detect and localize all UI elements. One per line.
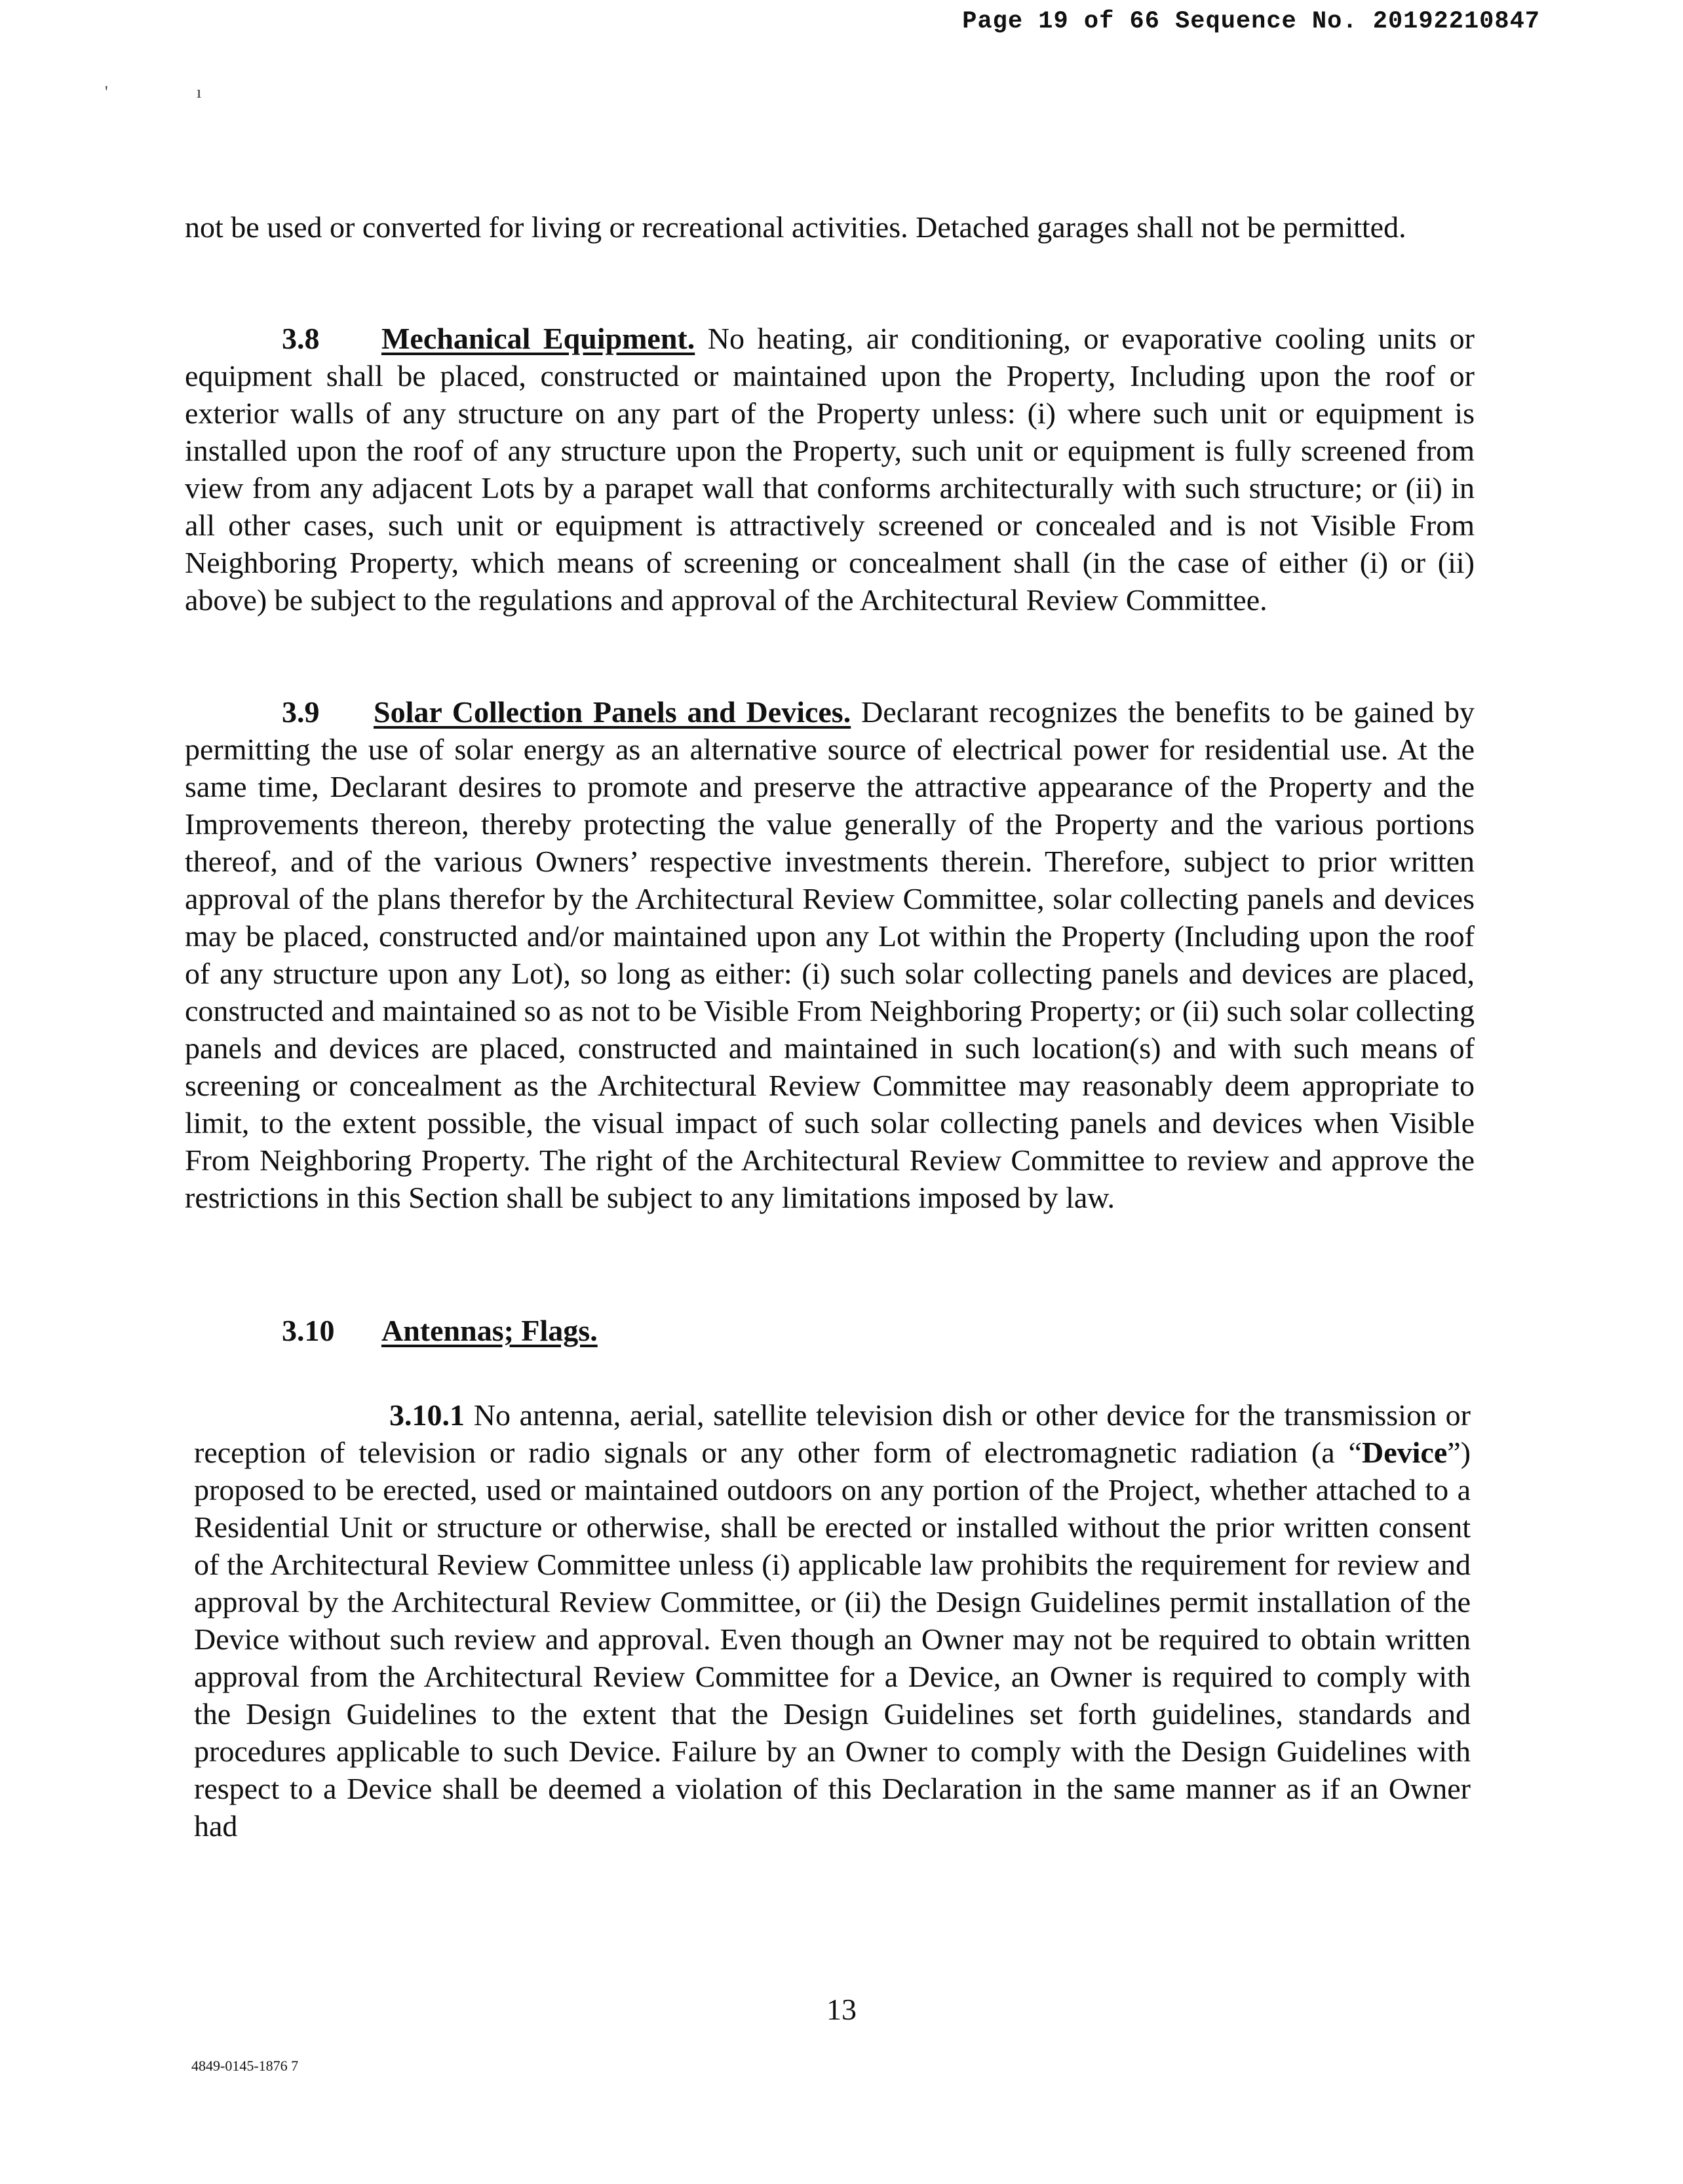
section-body: Declarant recognizes the benefits to be gained by permitting the use of solar energy as an alternative source of electrical power for residential use. At the same time, Declarant desires to promote and preserve the attractive appearance of the Property and the Improvements thereon, thereby protecting the value generally of the Property and the various portions thereof, and of the various Owners’ respective investments therein. Therefore, subject to prior written approval of the plans therefor by the Architectural Review Committee, solar collecting panels and devices may be placed, constructed and/or maintained upon any Lot within the Property (Including upon the roof of any structure upon any Lot), so long as either: (i) such solar collecting panels and devices are placed, constructed and maintained so as not to be Visible From Neighboring Property; or (ii) such solar collecting panels and devices are placed, constructed and maintained in such location(s) and with such means of screening or concealment as the Architectural Review Committee may reasonably deem appropriate to limit, to the extent possible, the visual impact of such solar collecting panels and devices when Visible From Neighboring Property. The right of the Architectural Review Committee to review and approve the restrictions in this Section shall be subject to any limitations imposed by law. (185, 695, 1475, 1214)
section-title: Mechanical Equipment. (381, 322, 695, 355)
scan-mark: ' (105, 83, 108, 102)
page-number: 13 (826, 1993, 857, 2026)
section-3-10 (185, 1312, 1475, 1349)
page-sequence-header: Page 19 of 66 Sequence No. 20192210847 (962, 8, 1540, 35)
section-number: 3.10 (282, 1314, 335, 1347)
section-number: 3.10.1 (389, 1398, 465, 1432)
document-id: 4849-0145-1876 7 (191, 2058, 299, 2074)
defined-term: Device (1361, 1436, 1448, 1469)
section-number: 3.9 (282, 695, 320, 729)
section-3-9 (185, 693, 1475, 1216)
section-3-8 (185, 320, 1475, 619)
section-number: 3.8 (282, 322, 320, 355)
section-body: ”) proposed to be erected, used or maintained outdoors on any portion of the Project, whether attached to a Residential Unit or structure or otherwise, shall be erected or installed without the prior written consent of the Architectural Review Committee unless (i) applicable law prohibits the requirement for review and approval by the Architectural Review Committee, or (ii) the Design Guidelines permit installation of the Device without such review and approval. Even though an Owner may not be required to obtain written approval from the Architectural Review Committee for a Device, an Owner is required to comply with the Design Guidelines to the extent that the Design Guidelines set forth guidelines, standards and procedures applicable to such Device. Failure by an Owner to comply with the Design Guidelines with respect to a Device shall be deemed a violation of this Declaration in the same manner as if an Owner had (194, 1436, 1471, 1843)
section-3-10-1 (194, 1396, 1471, 1845)
section-title: Solar Collection Panels and Devices. (374, 695, 851, 729)
scan-mark: ı (197, 83, 202, 102)
section-body: No heating, air conditioning, or evaporative cooling units or equipment shall be placed, constructed or maintained upon the Property, Including upon the roof or exterior walls of any structure on any part of the Property unless: (i) where such unit or equipment is installed upon the roof of any structure upon the Property, such unit or equipment is fully screened from view from any adjacent Lots by a parapet wall that conforms architecturally with such structure; or (ii) in all other cases, such unit or equipment is attractively screened or concealed and is not Visible From Neighboring Property, which means of screening or concealment shall (in the case of either (i) or (ii) above) be subject to the regulations and approval of the Architectural Review Committee. (185, 322, 1475, 617)
section-title: Antennas; Flags. (381, 1314, 598, 1347)
section-body: No antenna, aerial, satellite television dish or other device for the transmission or reception of television or radio signals or any other form of electromagnetic radiation (a “ (194, 1398, 1471, 1469)
continuation-paragraph: not be used or converted for living or recreational activities. Detached garages shall not be permitted. (185, 210, 1406, 244)
